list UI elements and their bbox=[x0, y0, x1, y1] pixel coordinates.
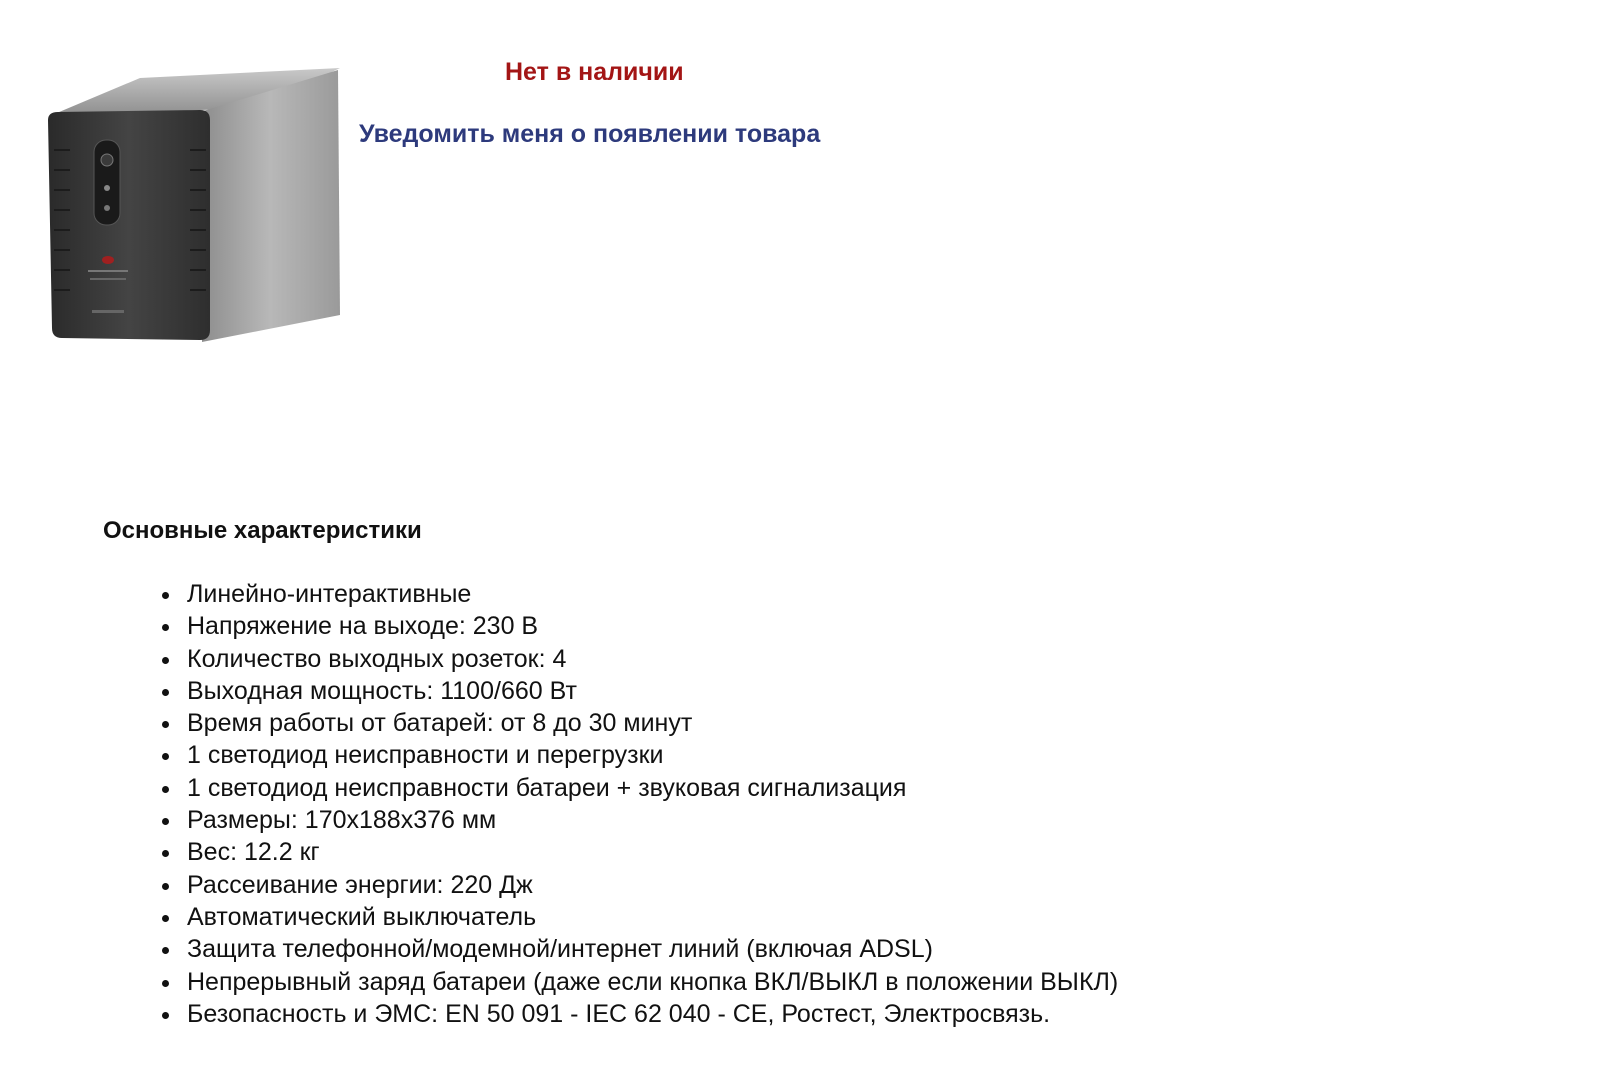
list-item: • Защита телефонной/модемной/интернет линий (включая ADSL) bbox=[183, 933, 1118, 965]
list-item: • Количество выходных розеток: 4 bbox=[183, 643, 1118, 675]
list-item: • Безопасность и ЭМС: EN 50 091 - IEC 62 040 - CE, Ростест, Электросвязь. bbox=[183, 998, 1118, 1030]
list-item: • 1 светодиод неисправности и перегрузки bbox=[183, 739, 1118, 771]
notify-me-link[interactable]: Уведомить меня о появлении товара bbox=[359, 120, 821, 148]
list-item: • Рассеивание энергии: 220 Дж bbox=[183, 869, 1118, 901]
list-item: • 1 светодиод неисправности батареи + звуковая сигнализация bbox=[183, 772, 1118, 804]
list-item: • Время работы от батарей: от 8 до 30 минут bbox=[183, 707, 1118, 739]
list-item: • Напряжение на выходе: 230 В bbox=[183, 610, 1118, 642]
list-item: • Линейно-интерактивные bbox=[183, 578, 1118, 610]
list-item: • Выходная мощность: 1100/660 Вт bbox=[183, 675, 1118, 707]
product-image bbox=[40, 60, 345, 350]
list-item: • Автоматический выключатель bbox=[183, 901, 1118, 933]
specs-list bbox=[133, 578, 1118, 1030]
specs-title: Основные характеристики bbox=[103, 517, 422, 544]
list-item: • Непрерывный заряд батареи (даже если кнопка ВКЛ/ВЫКЛ в положении ВЫКЛ) bbox=[183, 966, 1118, 998]
list-item: • Вес: 12.2 кг bbox=[183, 836, 1118, 868]
list-item: • Размеры: 170х188х376 мм bbox=[183, 804, 1118, 836]
stock-status: Нет в наличии bbox=[505, 58, 684, 86]
